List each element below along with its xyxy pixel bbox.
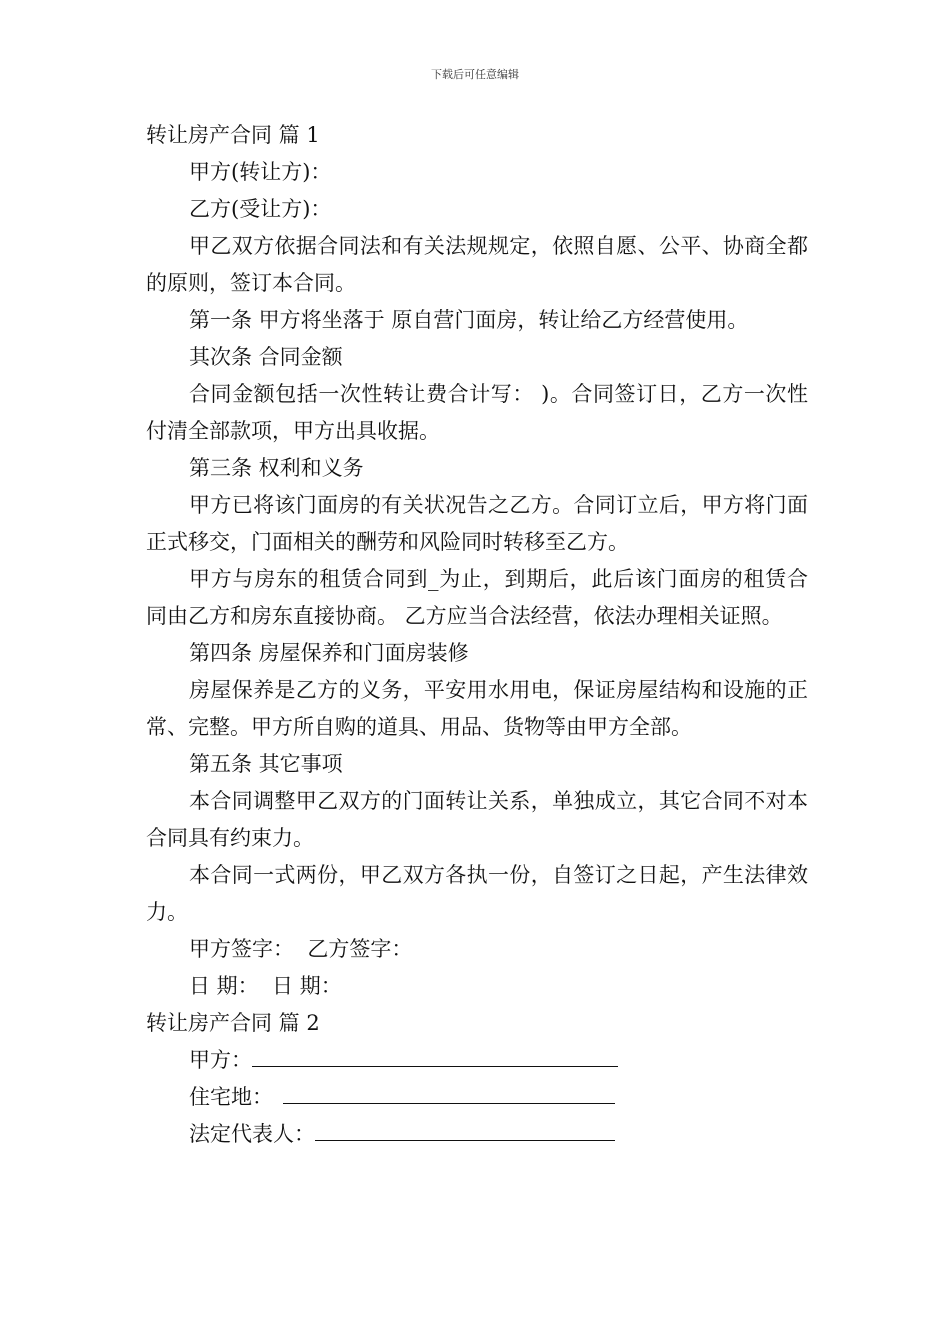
- article3-paragraph-1: 甲方已将该门面房的有关状况告之乙方。合同订立后，甲方将门面正式移交，门面相关的酬劳和风险同时转移至乙方。: [146, 493, 808, 554]
- article5-paragraph-2: 本合同一式两份，甲乙双方各执一份，自签订之日起，产生法律效力。: [146, 863, 808, 924]
- legal-rep-blank-underline: [315, 1116, 615, 1141]
- contract2-address-label: 住宅地：: [189, 1085, 273, 1109]
- article4-paragraph: 房屋保养是乙方的义务，平安用水用电，保证房屋结构和设施的正常、完整。甲方所自购的道具、用品、货物等由甲方全部。: [146, 678, 808, 739]
- contract2-party-a-row: [146, 1042, 808, 1079]
- article4-title: 第四条 房屋保养和门面房装修: [189, 641, 469, 665]
- contract1-title: 转让房产合同 篇 1: [146, 123, 320, 147]
- date-line: 日 期： 日 期：: [189, 974, 342, 998]
- header-note: 下载后可任意编辑: [431, 68, 519, 81]
- party-a-line: 甲方(转让方)：: [189, 160, 332, 184]
- article2-paragraph: 合同金额包括一次性转让费合计写： )。合同签订日，乙方一次性付清全部款项，甲方出具收据。: [146, 382, 808, 443]
- address-blank-underline: [283, 1079, 615, 1104]
- party-b-line: 乙方(受让方)：: [189, 197, 332, 221]
- party-a-blank-underline: [252, 1042, 618, 1067]
- article3-title: 第三条 权利和义务: [189, 456, 364, 480]
- signature-line: 甲方签字： 乙方签字：: [189, 937, 413, 961]
- contract2-address-row: [146, 1079, 808, 1116]
- article5-paragraph-1: 本合同调整甲乙双方的门面转让关系，单独成立，其它合同不对本合同具有约束力。: [146, 789, 808, 850]
- contract2-party-a-label: 甲方：: [189, 1048, 252, 1072]
- preamble-paragraph: 甲乙双方依据合同法和有关法规规定，依照自愿、公平、协商全都的原则，签订本合同。: [146, 234, 808, 295]
- contract2-legal-rep-label: 法定代表人：: [189, 1122, 315, 1146]
- document-body: [146, 117, 808, 1153]
- article1-line: 第一条 甲方将坐落于 原自营门面房，转让给乙方经营使用。: [189, 308, 749, 332]
- article3-paragraph-2: 甲方与房东的租赁合同到_为止，到期后，此后该门面房的租赁合同由乙方和房东直接协商。 乙方应当合法经营，依法办理相关证照。: [146, 567, 808, 628]
- contract2-title: 转让房产合同 篇 2: [146, 1011, 320, 1035]
- contract2-legal-rep-row: [146, 1116, 808, 1153]
- article5-title: 第五条 其它事项: [189, 752, 343, 776]
- article2-title: 其次条 合同金额: [189, 345, 343, 369]
